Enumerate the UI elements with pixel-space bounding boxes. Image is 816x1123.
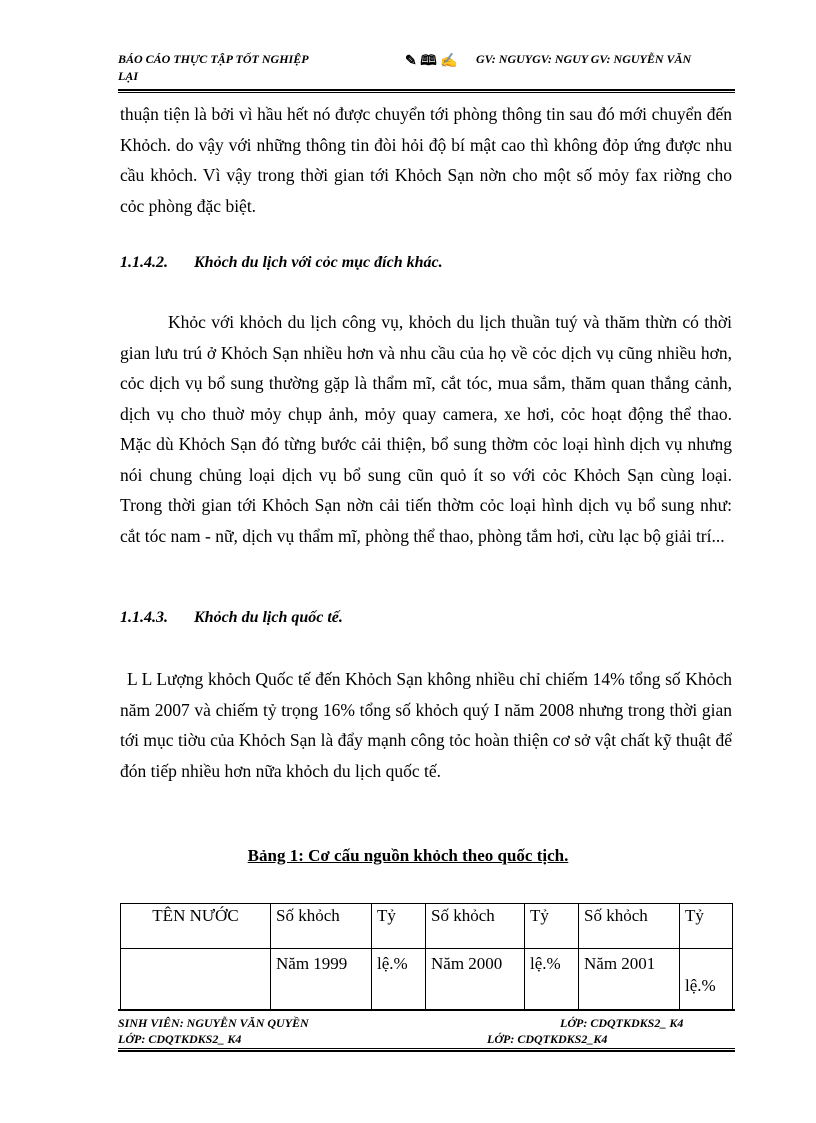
page-header	[118, 52, 735, 88]
table-cell: lệ.%	[525, 949, 579, 1011]
section-title: Khỏch du lịch với cỏc mục đích khác.	[194, 254, 443, 271]
table-cell: Tỷ	[372, 904, 426, 949]
table-cell: Số khỏch	[579, 904, 680, 949]
table-cell: TÊN NƯỚC	[121, 904, 271, 949]
section-number: 1.1.4.2.	[120, 254, 168, 271]
header-rule	[118, 89, 735, 93]
footer-rule	[118, 1009, 735, 1011]
table-row	[121, 904, 733, 949]
footer-rule	[118, 1048, 735, 1052]
table-cell: lệ.%	[680, 949, 733, 1011]
table-cell: Năm 1999	[271, 949, 372, 1011]
section-number: 1.1.4.3.	[120, 609, 168, 626]
header-title-cont: LẠI	[118, 69, 139, 83]
header-teacher: GV: NGUYGV: NGUY GV: NGUYỄN VĂN	[476, 52, 692, 66]
paragraph-1: thuận tiện là bởi vì hầu hết nó được chuyển tới phòng thông tin sau đó mới chuyển đến Khỏch. do vậy với những thông tin đòi hỏi độ bí mật cao thì không đỏp ứng được nhu cầu khỏch. Vì vậy trong thời gian tới Khỏch Sạn nờn cho một số mỏy fax riờng cho cỏc phòng đặc biệt.	[120, 104, 732, 216]
footer-class: LỚP: CDQTKDKS2_ K4	[118, 1032, 242, 1046]
section-heading-1142	[120, 254, 443, 272]
table-cell: Tỷ	[525, 904, 579, 949]
header-title: BÁO CÁO THỰC TẬP TỐT NGHIỆP	[118, 52, 309, 66]
table-cell: Số khỏch	[426, 904, 525, 949]
paragraph-2: Khỏc với khỏch du lịch công vụ, khỏch du lịch thuần tuý và thăm thừn có thời gian lưu trú ở Khỏch Sạn nhiều hơn và nhu cầu của họ về cỏc dịch vụ cũng nhiều hơn, cỏc dịch vụ bổ sung thường gặp là thẩm mĩ, cắt tóc, mua sắm, thăm quan thắng cảnh, dịch vụ cho thuờ mỏy chụp ảnh, mỏy quay camera, xe hơi, cỏc hoạt động thể thao. Mặc dù Khỏch Sạn đó từng bước cải thiện, bổ sung thờm cỏc loại hình dịch vụ nhưng nói chung chủng loại dịch vụ bổ sung cũn quỏ ít so với cỏc Khỏch Sạn cùng loại. Trong thời gian tới Khỏch Sạn nờn cải tiến thờm cỏc loại hình dịch vụ bổ sung như: cắt tóc nam - nữ, dịch vụ thẩm mĩ, phòng thể thao, phòng tắm hơi, cừu lạc bộ giải trí...	[120, 312, 732, 546]
paragraph-3: L L Lượng khỏch Quốc tế đến Khỏch Sạn không nhiều chỉ chiếm 14% tổng số Khỏch năm 2007 và chiếm tỷ trọng 16% tổng số khỏch quý I năm 2008 nhưng trong thời gian tới mục tiờu của Khỏch Sạn là đẩy mạnh công tỏc hoàn thiện cơ sở vật chất kỹ thuật để đón tiếp nhiều hơn nữa khỏch du lịch quốc tế.	[120, 669, 732, 781]
section-heading-1143	[120, 609, 343, 627]
table-cell: Số khỏch	[271, 904, 372, 949]
guest-origin-table	[120, 903, 733, 1011]
footer-class: LỚP: CDQTKDKS2_ K4	[560, 1016, 684, 1030]
footer-student: SINH VIÊN: NGUYỄN VĂN QUYỀN	[118, 1016, 309, 1030]
table-caption: Bảng 1: Cơ cấu nguồn khỏch theo quốc tịch.	[247, 846, 569, 865]
table-cell: Năm 2000	[426, 949, 525, 1011]
table-cell: Tỷ	[680, 904, 733, 949]
table-cell: lệ.%	[372, 949, 426, 1011]
table-cell: Năm 2001	[579, 949, 680, 1011]
section-title: Khỏch du lịch quốc tế.	[194, 609, 343, 626]
footer-class: LỚP: CDQTKDKS2_K4	[487, 1032, 608, 1046]
decorative-book-icon: ✎ 🕮 ✍	[405, 54, 458, 69]
table-row	[121, 949, 733, 1011]
table-cell	[121, 949, 271, 1011]
